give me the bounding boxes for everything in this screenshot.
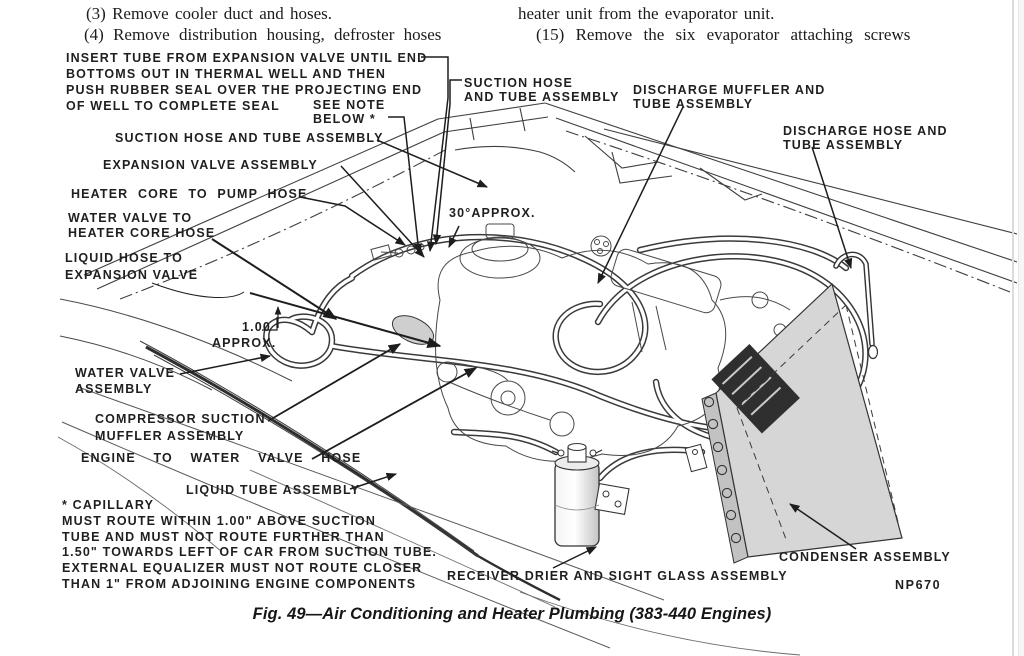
label-expansion-valve: EXPANSION VALVE ASSEMBLY xyxy=(103,158,318,172)
label-water-valve-assembly: WATER VALVE ASSEMBLY xyxy=(75,366,176,396)
label-compressor-suction-muffler: COMPRESSOR SUCTION MUFFLER ASSEMBLY xyxy=(95,412,266,443)
body-text-left-line-2: (4) Remove distribution housing, defroster hoses xyxy=(84,25,442,44)
body-text-right-line-2: (15) Remove the six evaporator attaching screws xyxy=(536,25,911,44)
label-dim-1-inch: 1.00 xyxy=(242,320,271,334)
label-engine-to-water-valve: ENGINE TO WATER VALVE HOSE xyxy=(81,451,362,465)
label-liquid-hose-to-expansion-valve: LIQUID HOSE TO EXPANSION VALVE xyxy=(65,251,199,282)
label-suction-hose-left: SUCTION HOSE AND TUBE ASSEMBLY xyxy=(115,131,384,145)
figure-caption: Fig. 49—Air Conditioning and Heater Plumbing (383-440 Engines) xyxy=(252,605,772,623)
body-text-right-line-1: heater unit from the evaporator unit. xyxy=(518,4,775,23)
body-text-left-line-1: (3) Remove cooler duct and hoses. xyxy=(86,4,333,23)
drawing-code: NP670 xyxy=(895,578,942,592)
label-insert-tube-note: INSERT TUBE FROM EXPANSION VALVE UNTIL END BOTTOMS OUT IN THERMAL WELL AND THEN PUSH RUBBER SEAL OVER THE PROJECTING END OF WELL TO COMPLETE SEAL xyxy=(66,51,428,113)
label-suction-hose-center: SUCTION HOSE AND TUBE ASSEMBLY xyxy=(464,76,620,104)
label-dim-30-degrees: 30°APPROX. xyxy=(449,206,536,220)
label-heater-core-to-pump: HEATER CORE TO PUMP HOSE xyxy=(71,187,308,201)
fender-and-rail-lines xyxy=(58,299,800,655)
label-discharge-hose: DISCHARGE HOSE AND TUBE ASSEMBLY xyxy=(783,124,948,152)
page-edge-line xyxy=(1012,0,1014,656)
label-discharge-muffler: DISCHARGE MUFFLER AND TUBE ASSEMBLY xyxy=(633,83,826,111)
label-liquid-tube: LIQUID TUBE ASSEMBLY xyxy=(186,483,361,497)
label-receiver-drier: RECEIVER DRIER AND SIGHT GLASS ASSEMBLY xyxy=(447,569,788,583)
receiver-drier-shape xyxy=(552,444,629,547)
label-condenser: CONDENSER ASSEMBLY xyxy=(779,550,951,564)
label-capillary-footnote: * CAPILLARY MUST ROUTE WITHIN 1.00" ABOVE SUCTION TUBE AND MUST NOT ROUTE FURTHER THAN 1.50" TOWARDS LEFT OF CAR FROM SUCTION TUBE. EXTERNAL EQUALIZER MUST NOT ROUTE CLOSER THAN 1" FROM ADJOINING ENGINE COMPONENTS xyxy=(62,498,438,591)
page-edge-margin xyxy=(1019,0,1024,656)
condenser-shape xyxy=(685,254,902,563)
label-see-note-below: SEE NOTE BELOW * xyxy=(313,98,386,126)
label-water-valve-to-heater-core: WATER VALVE TO HEATER CORE HOSE xyxy=(68,211,216,240)
label-dim-1-inch-approx: APPROX. xyxy=(212,336,277,350)
